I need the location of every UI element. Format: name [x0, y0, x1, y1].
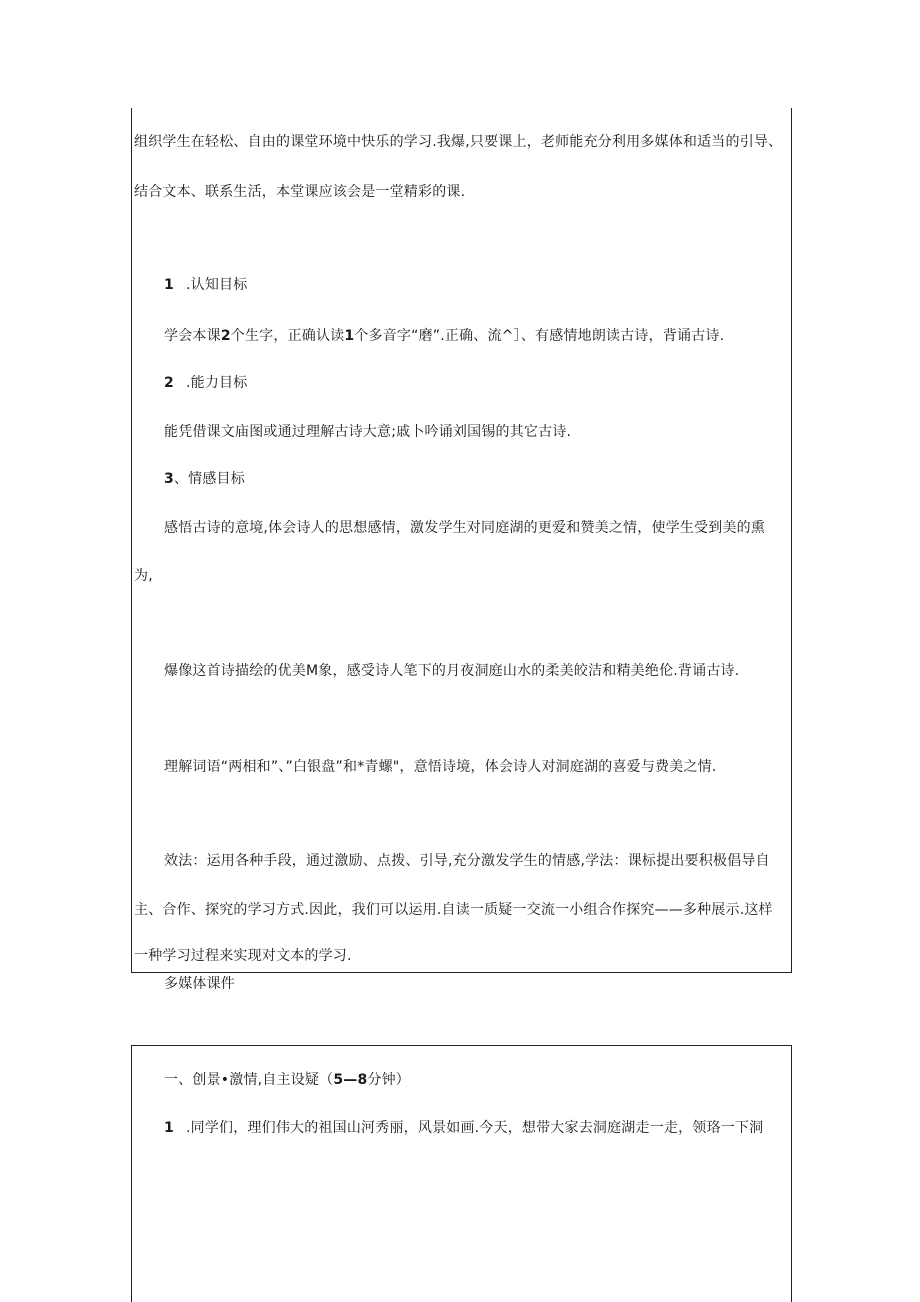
step-one-item-text: .同学们，理们伟大的祖国山河秀丽，风景如画.今天，想带大家去洞庭湖走一走，领珞一下洞 [186, 1120, 764, 1136]
key-point-text: 爆像这首诗描绘的优美M象，感受诗人笔下的月夜洞庭山水的柔美皎洁和精美绝伦.背诵古诗. [164, 663, 740, 679]
intro-text-line-2: 结合文本、联系生活，本堂课应该会是一堂精彩的课. [134, 184, 466, 200]
character-count: 2 [220, 328, 231, 344]
method-text-line-1: 效法：运用各种手段，通过激励、点拨、引导,充分激发学生的情感,学法：课标提出要积极倡导自 [164, 853, 770, 869]
cognitive-goal-title: .认知目标 [186, 277, 248, 293]
method-text-line-3: 一种学习过程来实现对文本的学习. [134, 948, 352, 964]
step-one-title-part: 分钟） [367, 1072, 411, 1088]
ability-goal-heading [164, 373, 247, 393]
emotion-goal-number: 3 [164, 471, 174, 487]
method-text-line-2: 主、合作、探究的学习方式.因此，我们可以运用.自读一质疑一交流一小组合作探究——多种展示.这样 [134, 902, 773, 918]
step-one-item-1 [164, 1118, 763, 1138]
media-label: 多媒体课件 [164, 976, 235, 992]
teaching-goals-table-cell [131, 108, 792, 973]
cognitive-goal-text-part: 个生字，正确认读 [230, 328, 345, 344]
difficulty-text: 理解词语“两相和”、”白银盘”和*青螺"，意悟诗境，体会诗人对洞庭湖的喜爱与费美之情. [164, 759, 717, 775]
emotion-goal-text-line-2: 为, [134, 568, 153, 584]
cognitive-goal-text-part: 个多音字“磨”.正确、流^］、有感情地朗读古诗，背诵古诗. [354, 328, 725, 344]
cognitive-goal-heading [164, 275, 247, 295]
step-one-duration: 5—8 [333, 1072, 368, 1088]
ability-goal-text: 能凭借课文庙图或通过理解古诗大意;戚卜吟诵刘国锡的其它古诗. [164, 424, 572, 440]
cognitive-goal-number: 1 [164, 277, 174, 293]
emotion-goal-heading [164, 469, 245, 489]
ability-goal-title: .能力目标 [186, 375, 248, 391]
intro-text-line-1: 组织学生在轻松、自由的课堂环境中快乐的学习.我爆,只要课上，老师能充分利用多媒体和适当的引导、 [134, 134, 783, 150]
step-one-item-number: 1 [164, 1120, 174, 1136]
step-one-title-part: 一、创景•激情,自主设疑（ [164, 1072, 334, 1088]
ability-goal-number: 2 [164, 375, 174, 391]
step-one-title [164, 1070, 410, 1090]
emotion-goal-text-line-1: 感悟古诗的意境,体会诗人的思想感情，激发学生对同庭湖的更爱和赞美之情，使学生受到美的熏 [164, 520, 766, 536]
polyphone-count: 1 [344, 328, 355, 344]
cognitive-goal-text-part: 学会本课 [164, 328, 221, 344]
emotion-goal-title: 、情感目标 [173, 471, 245, 487]
cognitive-goal-text [164, 326, 724, 346]
